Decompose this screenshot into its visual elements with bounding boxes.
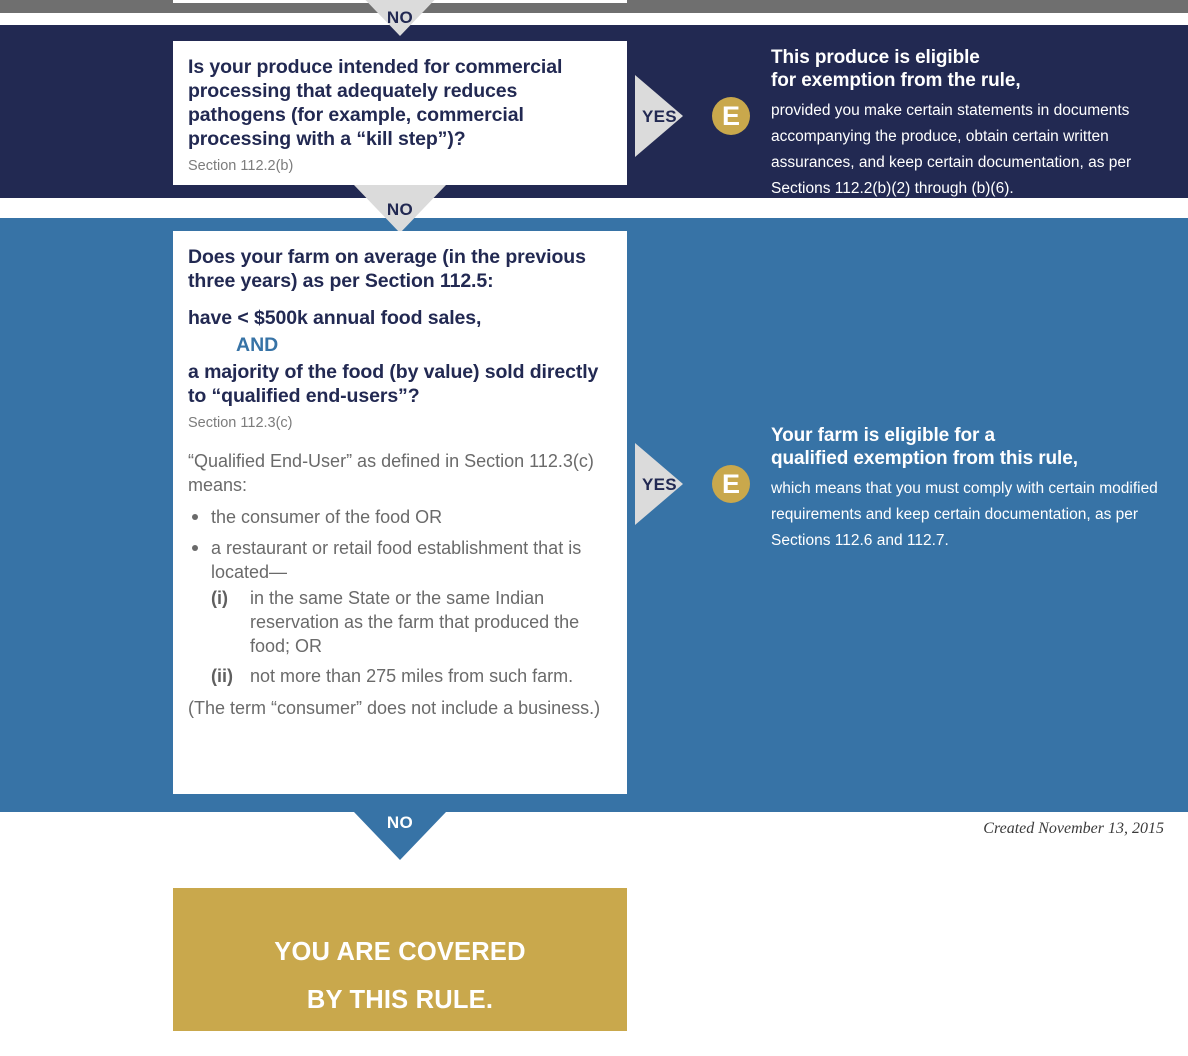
arrow-no-top-label: NO [386, 8, 414, 27]
result-1-body: provided you make certain statements in documents accompanying the produce, obtain certain written assurances, and keep certain documentation, as per Sections 112.2(b)(2) through (b)(6). [771, 102, 1132, 197]
qualified-end-user-sub-list [211, 586, 607, 688]
result-1-heading [771, 46, 1166, 92]
list-item [188, 505, 607, 529]
question-1-card [173, 41, 627, 185]
result-2-heading-line-2: qualified exemption from this rule, [771, 448, 1078, 469]
question-2-section: Section 112.3(c) [188, 415, 293, 431]
question-2-criterion-2: a majority of the food (by value) sold directly to “qualified end-users”? [188, 361, 599, 407]
covered-line-1: YOU ARE COVERED [274, 938, 526, 966]
arrow-yes-1-label: YES [642, 107, 677, 126]
result-1-heading-line-1: This produce is eligible [771, 47, 980, 68]
list-item [211, 586, 607, 658]
qualified-end-user-definition-intro: “Qualified End-User” as defined in Section 112.3(c) means: [188, 451, 594, 495]
arrow-no-mid-label: NO [386, 200, 414, 219]
question-1-title: Is your produce intended for commercial processing that adequately reduces pathogens (for example, commercial processing with a “kill step”)? [188, 56, 563, 150]
bullet-text: a restaurant or retail food establishment that is located— [211, 538, 582, 582]
exemption-badge-icon-2: E [712, 465, 750, 503]
question-2-card [173, 231, 627, 794]
exemption-badge-icon-1: E [712, 97, 750, 135]
bullet-text: the consumer of the food OR [211, 507, 443, 527]
question-2-intro: Does your farm on average (in the previous three years) as per Section 112.5: [188, 246, 586, 292]
created-date: Created November 13, 2015 [983, 820, 1164, 837]
result-2-heading [771, 424, 1166, 470]
result-1-heading-line-2: for exemption from the rule, [771, 70, 1021, 91]
qualified-end-user-bullet-list [188, 505, 607, 688]
list-item [211, 664, 607, 688]
sub-item-marker: (i) [211, 588, 228, 608]
question-2-criterion-1: have < $500k annual food sales, [188, 307, 482, 329]
arrow-no-bottom-label: NO [386, 813, 414, 832]
result-2-body: which means that you must comply with certain modified requirements and keep certain documentation, as per Sections 112.6 and 112.7. [771, 480, 1158, 549]
sub-item-text: in the same State or the same Indian reservation as the farm that produced the food; OR [250, 588, 580, 656]
sub-item-marker: (ii) [211, 666, 233, 686]
spacer [188, 293, 607, 306]
result-2-block [771, 424, 1166, 554]
bullet-dot-icon [192, 545, 198, 551]
covered-line-2: BY THIS RULE. [306, 986, 494, 1014]
arrow-yes-2-label: YES [642, 475, 677, 494]
result-2-heading-line-1: Your farm is eligible for a [771, 425, 995, 446]
bullet-dot-icon [192, 514, 198, 520]
question-1-section: Section 112.2(b) [188, 158, 294, 174]
covered-by-rule-box [173, 888, 627, 1031]
question-2-conjunction: AND [236, 334, 279, 356]
consumer-definition-note: (The term “consumer” does not include a business.) [188, 698, 601, 718]
sub-item-text: not more than 275 miles from such farm. [250, 666, 574, 686]
result-1-block [771, 46, 1166, 202]
list-item [188, 536, 607, 688]
